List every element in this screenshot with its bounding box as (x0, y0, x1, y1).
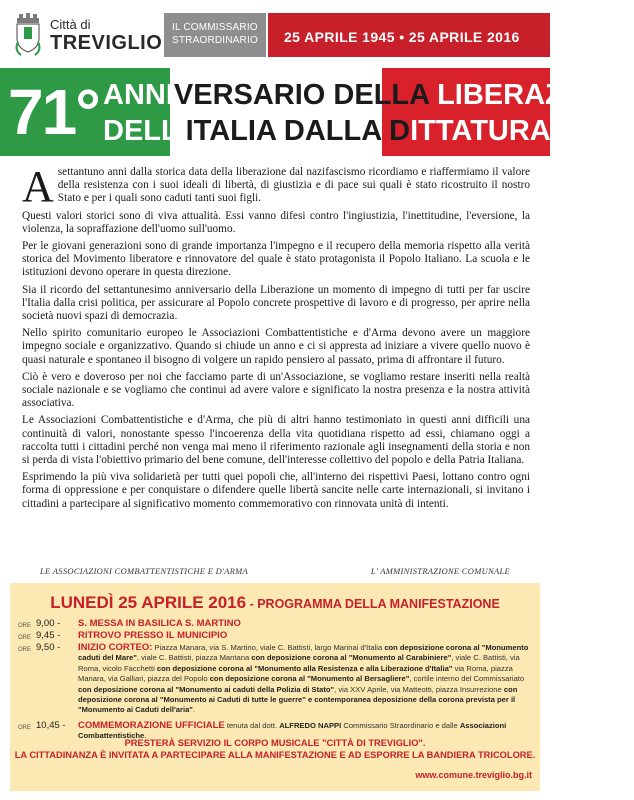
city-crest-icon (13, 12, 43, 58)
event-title: S. MESSA IN BASILICA S. MARTINO (78, 618, 241, 629)
city-name: TREVIGLIO (50, 32, 163, 54)
commemoration-lead: COMMEMORAZIONE UFFICIALE (78, 720, 225, 731)
commemoration-text: tenuta dal dott. ALFREDO NAPPI Commissario Straordinario e dalle Associazioni Combattentistiche. (78, 721, 507, 741)
program-heading: - PROGRAMMA DELLA MANIFESTAZIONE (246, 597, 500, 611)
program-box (10, 583, 540, 791)
paragraph-8: Esprimendo la più viva solidarietà per tutti quei popoli che, all'interno dei rispettivi Paesi, lottano contro ogni forma di oppressione e per conquistare o difendere quelle libertà sancite nelle carte internazionali, si invitano i cittadini a partecipare al significativo momento commemorativo con rinnovata unità di intenti. (22, 471, 530, 510)
title-line-1 (103, 78, 634, 112)
event-title: RITROVO PRESSO IL MUNICIPIO (78, 630, 228, 641)
paragraph-6: Ciò è vero e doveroso per noi che facciamo parte di un'Associazione, se vogliamo restare inseriti nella realtà sociale nazionale e se vogliamo che continui ad avere valore e significato la nostra presenza e la nostra attività associativa. (22, 370, 530, 410)
title-banner (0, 68, 634, 156)
ore-label: ORE (18, 725, 32, 731)
appeal-text (22, 162, 530, 515)
band-notice: PRESTERÀ SERVIZIO IL CORPO MUSICALE "CITTÀ DI TREVIGLIO". (124, 738, 426, 748)
commissario-box (164, 13, 266, 57)
event-time: 9,45 - (36, 630, 61, 641)
title-2-red: ITTATURA (410, 115, 551, 147)
title-1-green: ANNI (103, 79, 174, 111)
event-time: 10,45 - (36, 720, 66, 731)
title-2-green: DELL' (103, 115, 186, 147)
header (0, 0, 550, 68)
signature-associations: LE ASSOCIAZIONI COMBATTENTISTICHE E D'ARMA (40, 566, 249, 576)
city-label: Città di (50, 17, 91, 32)
corteo-detail (78, 643, 530, 716)
title-2-white: ITALIA DALLA D (185, 115, 411, 147)
website-link[interactable]: www.comune.treviglio.bg.it (415, 770, 532, 780)
ore-label: ORE (18, 623, 32, 629)
paragraph-7: Le Associazioni Combattentistiche e d'Arma, che più di altri hanno testimoniato in questi anni difficili una continuità di valori, nonostante spesso l'incoerenza della vita quotidiana rispetto ad essi, chiamano oggi a raccolta tutti i cittadini perché non venga mai meno il riferimento razionale agli insegnamenti della storia e non si perda di vista l'obiettivo primario del bene comune, dell'interesse collettivo del popolo e della Patria Italiana. (22, 414, 530, 467)
signatures (40, 566, 510, 576)
citizens-invite: LA CITTADINANZA È INVITATA A PARTECIPARE ALLA MANIFESTAZIONE E AD ESPORRE LA BANDIERA TRICOLORE. (14, 750, 536, 760)
paragraph-2: Questi valori storici sono di viva attualità. Essi vanno difesi contro l'ingiustizia, l'inettitudine, l'eversione, la violenza, la sopraffazione dell'uomo sull'uomo. (22, 209, 530, 235)
corteo-lead: INIZIO CORTEO: (78, 642, 153, 653)
commissario-line-2: STRAORDINARIO (172, 35, 258, 46)
ore-label: ORE (18, 635, 32, 641)
paragraph-1 (22, 162, 530, 211)
event-time: 9,50 - (36, 642, 61, 653)
commissario-line-1: IL COMMISSARIO (172, 22, 258, 33)
date-band: 25 APRILE 1945 • 25 APRILE 2016 (268, 13, 550, 57)
signature-administration: L' AMMINISTRAZIONE COMUNALE (370, 566, 510, 576)
anniversary-number: 71° (8, 76, 99, 148)
program-date: LUNEDÌ 25 APRILE 2016 (50, 593, 247, 612)
paragraph-3: Per le giovani generazioni sono di grande importanza l'impegno e il recupero della memoria rispetto alla verità storica del Movimento liberatore e rinnovatore del quale è stato protagonista il Popolo Italiano. La scuola e le istituzioni devono operare in questa direzione. (22, 240, 530, 279)
program-title (10, 593, 540, 613)
paragraph-5: Nello spirito comunitario europeo le Associazioni Combattentistiche e d'Arma devono avere un maggiore impegno sociale e organizzativo. Quando si chiude un anno e ci si appresta ad iniziare a vivere quello nuovo è quasi naturale e spontaneo il bisogno di volgere un rapido pensiero al passato, prima di affrontare il futuro. (22, 327, 530, 366)
title-line-2 (103, 114, 551, 148)
title-1-red: LIBERAZIONE (437, 79, 634, 111)
paragraph-1-text: settantuno anni dalla storica data della liberazione dal nazifascismo ricordiamo e riaffermiamo il valore della resistenza con i suoi ideali di libertà, di giustizia e di pace sui quali è stato ricostruito il nostro Stato e per i quali sono caduti tanti suoi figli. (57, 166, 530, 205)
paragraph-4: Sia il ricordo del settantunesimo anniversario della Liberazione un momento di impegno di tutti per far uscire l'Italia dalla crisi politica, per assicurare al Popolo concrete prospettive di lavoro e di progresso, per aprire nella società nuovi spazi di democrazia. (22, 283, 530, 323)
drop-cap: A (22, 162, 54, 211)
corteo-route: Piazza Manara, via S. Martino, viale C. Battisti, largo Marinai d'Italia con deposizione corona al "Monumento caduti del Mare", viale C. Battisti, piazza Mantana con deposizione corona al "Monumento al Carabiniere", viale C. Battisti, via Roma, vicolo Facchetti con deposizione corona al "Monumento alla Resistenza e alla Liberazione d'Italia" via Roma, piazza Manara, via Galliari, piazza del Popolo con deposizione corona al "Monumento al Bersagliere", cortile interno del Commissariato con deposizione corona al "Monumento ai caduti della Polizia di Stato", via XXV Aprile, via Matteotti, piazza Insurrezione con deposizione corona al "Monumento ai Caduti di tutte le guerre" e contemporanea deposizione della corona prevista per il "Monumento ai Caduti dell'aria". (78, 643, 529, 715)
title-1-white: VERSARIO DELLA (173, 79, 438, 111)
ore-label: ORE (18, 647, 32, 653)
event-time: 9,00 - (36, 618, 61, 629)
